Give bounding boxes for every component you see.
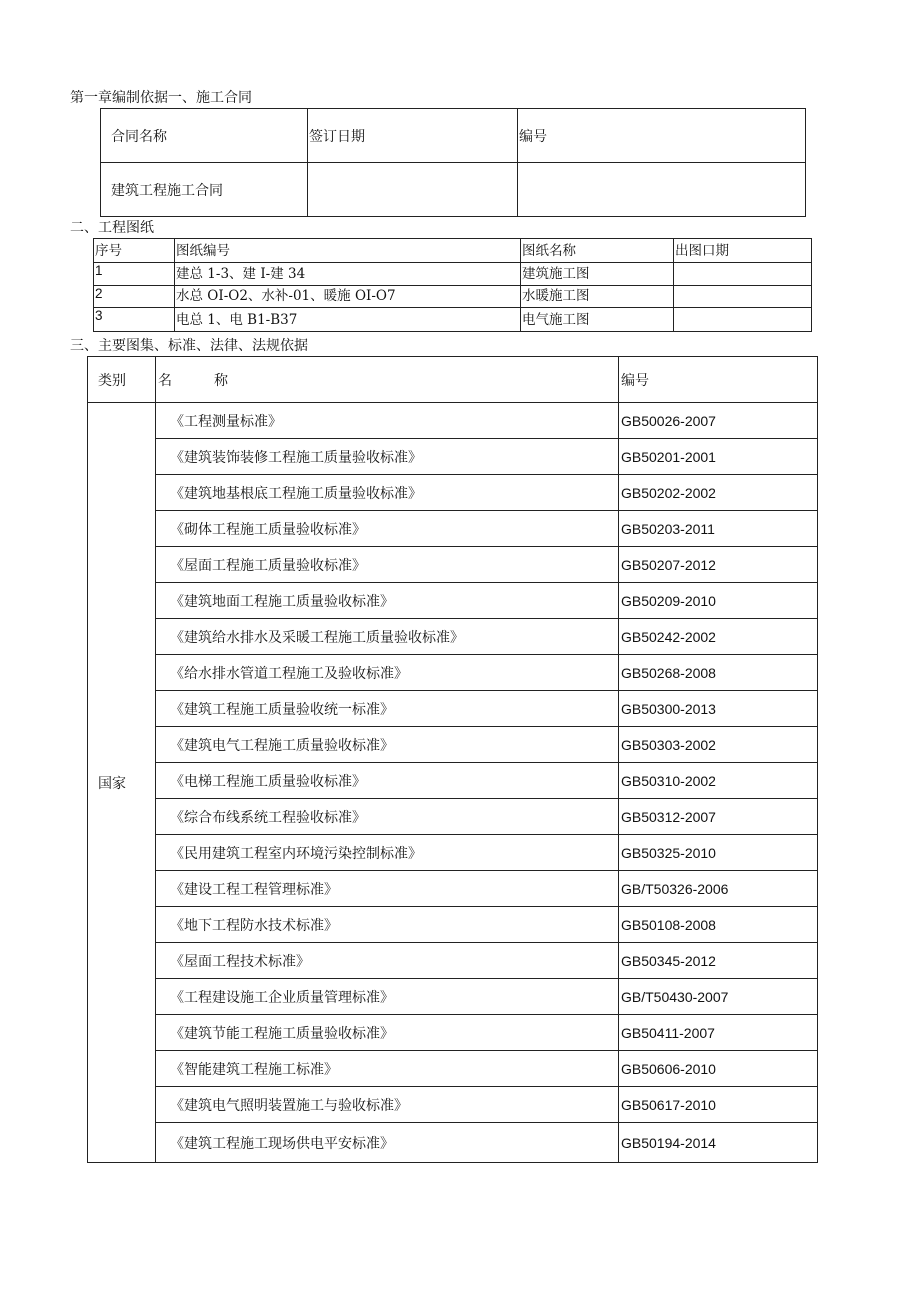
cell-drawing-number: 建总 1-3、建 I-建 34 xyxy=(175,263,521,286)
cell-issue-date xyxy=(674,286,812,308)
standard-code: GB50345-2012 xyxy=(619,943,818,979)
table-row xyxy=(88,943,818,979)
standards-table xyxy=(87,356,818,1163)
standard-name: 《建筑工程施工现场供电平安标准》 xyxy=(156,1123,619,1163)
standard-name: 《建筑节能工程施工质量验收标准》 xyxy=(156,1015,619,1051)
drawings-table xyxy=(93,238,812,332)
table-row xyxy=(88,799,818,835)
standard-name: 《建筑工程施工质量验收统一标准》 xyxy=(156,691,619,727)
cell-drawing-number: 水总 OI-O2、水补-01、暖施 OI-O7 xyxy=(175,286,521,308)
standard-code: GB50300-2013 xyxy=(619,691,818,727)
section3-heading: 三、主要图集、标准、法律、法规依据 xyxy=(70,338,308,354)
standard-name: 《给水排水管道工程施工及验收标准》 xyxy=(156,655,619,691)
table-row xyxy=(88,727,818,763)
cell-seq: 3 xyxy=(94,308,175,332)
standard-name: 《屋面工程技术标准》 xyxy=(156,943,619,979)
cell-drawing-name: 建筑施工图 xyxy=(521,263,674,286)
standard-code: GB50303-2002 xyxy=(619,727,818,763)
standard-name: 《建筑电气工程施工质量验收标准》 xyxy=(156,727,619,763)
cell-issue-date xyxy=(674,308,812,332)
table-row xyxy=(88,1015,818,1051)
col-header-category: 类别 xyxy=(88,357,156,403)
cell-drawing-name: 水暖施工图 xyxy=(521,286,674,308)
table-row xyxy=(101,163,806,217)
col-header-contract-name: 合同名称 xyxy=(101,109,308,163)
table-row xyxy=(88,655,818,691)
standard-name: 《建筑地基根底工程施工质量验收标准》 xyxy=(156,475,619,511)
col-header-drawing-name: 图纸名称 xyxy=(521,239,674,263)
standard-name: 《地下工程防水技术标准》 xyxy=(156,907,619,943)
standard-name: 《建筑给水排水及采暖工程施工质量验收标准》 xyxy=(156,619,619,655)
standard-code: GB50026-2007 xyxy=(619,403,818,439)
standard-name: 《砌体工程施工质量验收标准》 xyxy=(156,511,619,547)
standard-code: GB50606-2010 xyxy=(619,1051,818,1087)
standard-code: GB50209-2010 xyxy=(619,583,818,619)
standard-code: GB50312-2007 xyxy=(619,799,818,835)
section1-heading: 第一章编制依据一、施工合同 xyxy=(70,90,252,106)
table-row xyxy=(88,403,818,439)
standard-name: 《工程测量标准》 xyxy=(156,403,619,439)
cell-seq: 1 xyxy=(94,263,175,286)
table-row xyxy=(88,619,818,655)
cell-drawing-name: 电气施工图 xyxy=(521,308,674,332)
table-row xyxy=(88,979,818,1015)
standard-code: GB50242-2002 xyxy=(619,619,818,655)
col-header-name: 名 称 xyxy=(156,357,619,403)
standard-name: 《建筑装饰装修工程施工质量验收标准》 xyxy=(156,439,619,475)
standard-code: GB50194-2014 xyxy=(619,1123,818,1163)
table-header-row xyxy=(101,109,806,163)
standard-name: 《综合布线系统工程验收标准》 xyxy=(156,799,619,835)
standard-code: GB50202-2002 xyxy=(619,475,818,511)
table-row xyxy=(88,547,818,583)
col-header-number: 编号 xyxy=(518,109,806,163)
standard-code: GB50201-2001 xyxy=(619,439,818,475)
cell-number xyxy=(518,163,806,217)
col-header-seq: 序号 xyxy=(94,239,175,263)
table-row xyxy=(88,1123,818,1163)
standard-code: GB50310-2002 xyxy=(619,763,818,799)
table-row xyxy=(88,511,818,547)
table-row xyxy=(88,439,818,475)
table-row xyxy=(88,691,818,727)
table-header-row xyxy=(94,239,812,263)
table-row xyxy=(88,763,818,799)
standard-name: 《民用建筑工程室内环境污染控制标准》 xyxy=(156,835,619,871)
standard-name: 《工程建设施工企业质量管理标准》 xyxy=(156,979,619,1015)
standard-code: GB50268-2008 xyxy=(619,655,818,691)
standard-code: GB/T50326-2006 xyxy=(619,871,818,907)
standard-name: 《屋面工程施工质量验收标准》 xyxy=(156,547,619,583)
table-row xyxy=(94,308,812,332)
standard-code: GB50108-2008 xyxy=(619,907,818,943)
category-cell: 国家 xyxy=(88,403,156,1163)
cell-seq: 2 xyxy=(94,286,175,308)
table-row xyxy=(88,871,818,907)
cell-sign-date xyxy=(308,163,518,217)
contract-table xyxy=(100,108,806,217)
cell-contract-name: 建筑工程施工合同 xyxy=(101,163,308,217)
col-header-code: 编号 xyxy=(619,357,818,403)
col-header-issue-date: 出图口期 xyxy=(674,239,812,263)
table-row xyxy=(88,583,818,619)
table-row xyxy=(94,286,812,308)
standard-code: GB50207-2012 xyxy=(619,547,818,583)
section2-heading: 二、工程图纸 xyxy=(70,220,154,236)
table-row xyxy=(88,835,818,871)
table-row xyxy=(88,475,818,511)
standard-code: GB50411-2007 xyxy=(619,1015,818,1051)
standard-name: 《建筑地面工程施工质量验收标准》 xyxy=(156,583,619,619)
standard-name: 《智能建筑工程施工标准》 xyxy=(156,1051,619,1087)
standard-name: 《建设工程工程管理标准》 xyxy=(156,871,619,907)
cell-drawing-number: 电总 1、电 B1-B37 xyxy=(175,308,521,332)
table-header-row xyxy=(88,357,818,403)
col-header-drawing-number: 图纸编号 xyxy=(175,239,521,263)
standard-code: GB50325-2010 xyxy=(619,835,818,871)
standard-code: GB/T50430-2007 xyxy=(619,979,818,1015)
standard-name: 《电梯工程施工质量验收标准》 xyxy=(156,763,619,799)
table-row xyxy=(88,1087,818,1123)
standard-name: 《建筑电气照明装置施工与验收标准》 xyxy=(156,1087,619,1123)
table-row xyxy=(88,907,818,943)
standard-code: GB50203-2011 xyxy=(619,511,818,547)
table-row xyxy=(88,1051,818,1087)
standard-code: GB50617-2010 xyxy=(619,1087,818,1123)
col-header-sign-date: 签订日期 xyxy=(308,109,518,163)
table-row xyxy=(94,263,812,286)
cell-issue-date xyxy=(674,263,812,286)
